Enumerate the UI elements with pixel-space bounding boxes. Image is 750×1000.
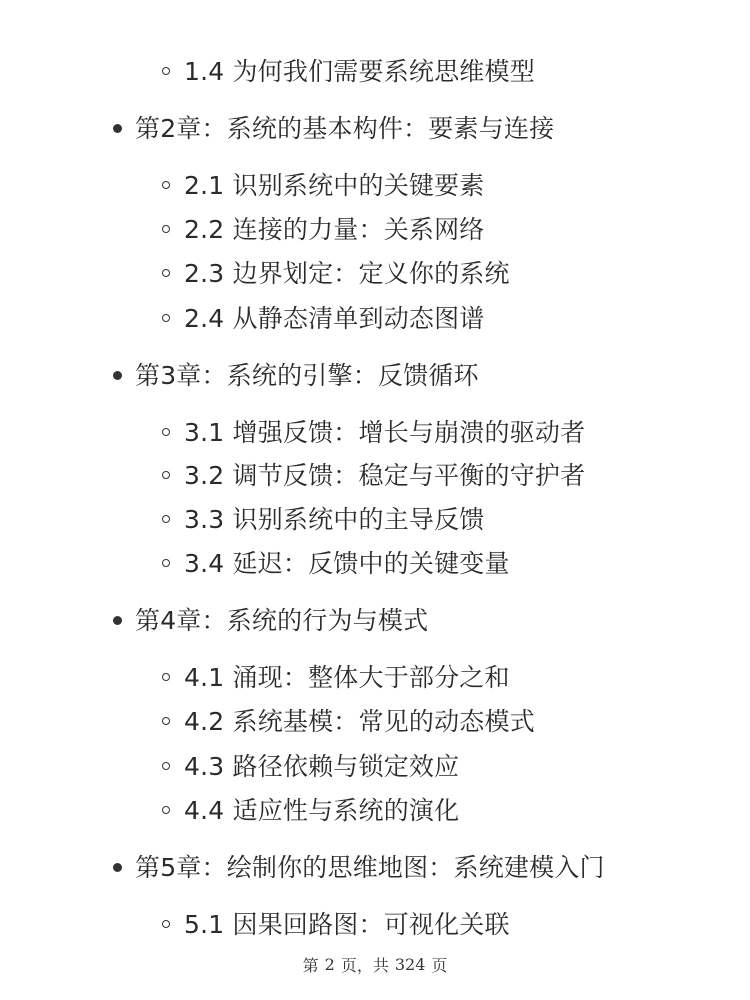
toc-section-4-2[interactable] <box>162 699 535 743</box>
hollow-bullet-icon <box>162 181 170 189</box>
toc-section-4-1[interactable] <box>162 655 510 699</box>
toc-section-3-2[interactable] <box>162 453 585 497</box>
hollow-bullet-icon <box>162 673 170 681</box>
toc-entry-label: 第3章：系统的引擎：反馈循环 <box>135 360 479 390</box>
toc-section-3-3[interactable] <box>162 497 485 541</box>
hollow-bullet-icon <box>162 806 170 814</box>
toc-entry-label: 2.3 边界划定：定义你的系统 <box>184 258 510 288</box>
toc-chapter-4[interactable] <box>113 598 428 642</box>
toc-section-4-3[interactable] <box>162 744 459 788</box>
toc-entry-label: 4.1 涌现：整体大于部分之和 <box>184 662 510 692</box>
toc-section-2-2[interactable] <box>162 207 485 251</box>
hollow-bullet-icon <box>162 314 170 322</box>
toc-entry-label: 2.4 从静态清单到动态图谱 <box>184 303 485 333</box>
footer-page-suffix: 页，共 <box>340 955 389 975</box>
toc-entry-label: 2.2 连接的力量：关系网络 <box>184 214 485 244</box>
hollow-bullet-icon <box>162 515 170 523</box>
toc-entry-label: 1.4 为何我们需要系统思维模型 <box>184 56 535 86</box>
hollow-bullet-icon <box>162 225 170 233</box>
toc-section-3-1[interactable] <box>162 410 585 454</box>
hollow-bullet-icon <box>162 559 170 567</box>
toc-section-4-4[interactable] <box>162 788 459 832</box>
filled-bullet-icon <box>113 616 122 625</box>
hollow-bullet-icon <box>162 717 170 725</box>
toc-chapter-2[interactable] <box>113 106 554 150</box>
toc-entry-label: 3.3 识别系统中的主导反馈 <box>184 504 485 534</box>
hollow-bullet-icon <box>162 67 170 75</box>
footer-total-suffix: 页 <box>431 955 448 975</box>
toc-section-2-4[interactable] <box>162 296 485 340</box>
toc-section-2-1[interactable] <box>162 163 485 207</box>
footer-page-prefix: 第 <box>302 955 319 975</box>
toc-entry-label: 5.1 因果回路图：可视化关联 <box>184 909 510 939</box>
hollow-bullet-icon <box>162 428 170 436</box>
toc-entry-label: 3.1 增强反馈：增长与崩溃的驱动者 <box>184 417 586 447</box>
toc-section-1-4[interactable] <box>162 49 535 93</box>
hollow-bullet-icon <box>162 269 170 277</box>
toc-entry-label: 2.1 识别系统中的关键要素 <box>184 170 485 200</box>
toc-entry-label: 4.4 适应性与系统的演化 <box>184 795 460 825</box>
toc-entry-label: 4.3 路径依赖与锁定效应 <box>184 751 460 781</box>
hollow-bullet-icon <box>162 920 170 928</box>
footer-total-pages: 324 <box>394 954 426 974</box>
hollow-bullet-icon <box>162 471 170 479</box>
toc-entry-label: 3.2 调节反馈：稳定与平衡的守护者 <box>184 460 586 490</box>
toc-section-5-1[interactable] <box>162 902 510 946</box>
filled-bullet-icon <box>113 371 122 380</box>
filled-bullet-icon <box>113 863 122 872</box>
toc-entry-label: 4.2 系统基模：常见的动态模式 <box>184 706 535 736</box>
toc-entry-label: 第4章：系统的行为与模式 <box>135 605 429 635</box>
page-footer <box>0 951 750 977</box>
toc-entry-label: 第5章：绘制你的思维地图：系统建模入门 <box>135 852 605 882</box>
toc-chapter-5[interactable] <box>113 845 605 889</box>
toc-section-3-4[interactable] <box>162 541 510 585</box>
toc-section-2-3[interactable] <box>162 251 510 295</box>
toc-entry-label: 第2章：系统的基本构件：要素与连接 <box>135 113 555 143</box>
toc-chapter-3[interactable] <box>113 353 479 397</box>
footer-current-page: 2 <box>324 954 335 974</box>
filled-bullet-icon <box>113 124 122 133</box>
toc-entry-label: 3.4 延迟：反馈中的关键变量 <box>184 548 510 578</box>
hollow-bullet-icon <box>162 762 170 770</box>
